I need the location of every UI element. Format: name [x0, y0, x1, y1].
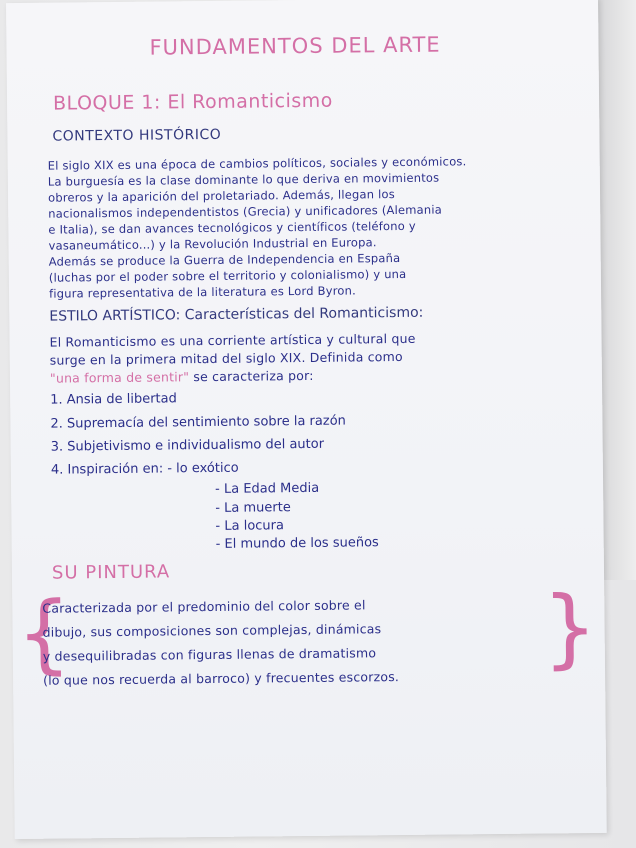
style-heading: ESTILO ARTÍSTICO: Características del Romanticismo: — [49, 304, 424, 325]
context-heading: CONTEXTO HISTÓRICO — [52, 126, 222, 145]
inspiration-item: - La muerte — [215, 500, 291, 516]
block-title: BLOQUE 1: El Romanticismo — [52, 89, 333, 115]
context-line: nacionalismos independentistos (Grecia) y unificadores (Alemania — [48, 202, 443, 221]
context-line: e Italia), se dan avances tecnológicos y científicos (teléfono y — [48, 218, 416, 237]
inspiration-item: - La Edad Media — [215, 480, 320, 497]
characteristic-item: 2. Supremacía del sentimiento sobre la razón — [50, 413, 346, 432]
style-intro-line — [50, 368, 314, 386]
left-brace: { — [16, 583, 72, 685]
characteristic-item: 3. Subjetivismo e individualismo del autor — [50, 436, 325, 455]
inspiration-item: - El mundo de los sueños — [215, 535, 379, 552]
characteristic-item: 1. Ansia de libertad — [50, 391, 177, 408]
right-brace: } — [542, 577, 598, 679]
style-intro-rest: se caracteriza por: — [193, 367, 314, 385]
context-line: El siglo XIX es una época de cambios políticos, sociales y económicos. — [47, 154, 467, 173]
painting-line: (lo que nos recuerda al barroco) y frecuentes escorzos. — [43, 669, 400, 688]
context-line: obreros y la aparición del proletariado. Además, llegan los — [47, 187, 395, 205]
painting-heading: SU PINTURA — [51, 561, 171, 584]
page-title: FUNDAMENTOS DEL ARTE — [149, 32, 441, 60]
painting-line: Caracterizada por el predominio del color sobre el — [42, 597, 366, 616]
style-intro-line: El Romanticismo es una corriente artística y cultural que — [49, 330, 416, 350]
context-line: (luchas por el poder sobre el territorio y colonialismo) y una — [48, 266, 407, 285]
quoted-definition: "una forma de sentir" — [49, 369, 190, 386]
context-line: La burguesía es la clase dominante lo que deriva en movimientos — [47, 170, 440, 189]
context-line: figura representativa de la literatura es Lord Byron. — [48, 283, 357, 301]
painting-line: dibujo, sus composiciones son complejas, dinámicas — [42, 621, 382, 640]
notebook-page — [6, 0, 607, 839]
style-intro-line: surge en la primera mitad del siglo XIX. Definida como — [49, 348, 403, 368]
context-line: Además se produce la Guerra de Independencia en España — [48, 250, 401, 269]
characteristic-item: 4. Inspiración en: - lo exótico — [50, 460, 239, 478]
context-line: vasaneumático...) y la Revolución Industrial en Europa. — [48, 235, 377, 253]
painting-line: y desequilibradas con figuras llenas de dramatismo — [42, 645, 377, 664]
inspiration-item: - La locura — [215, 518, 285, 534]
